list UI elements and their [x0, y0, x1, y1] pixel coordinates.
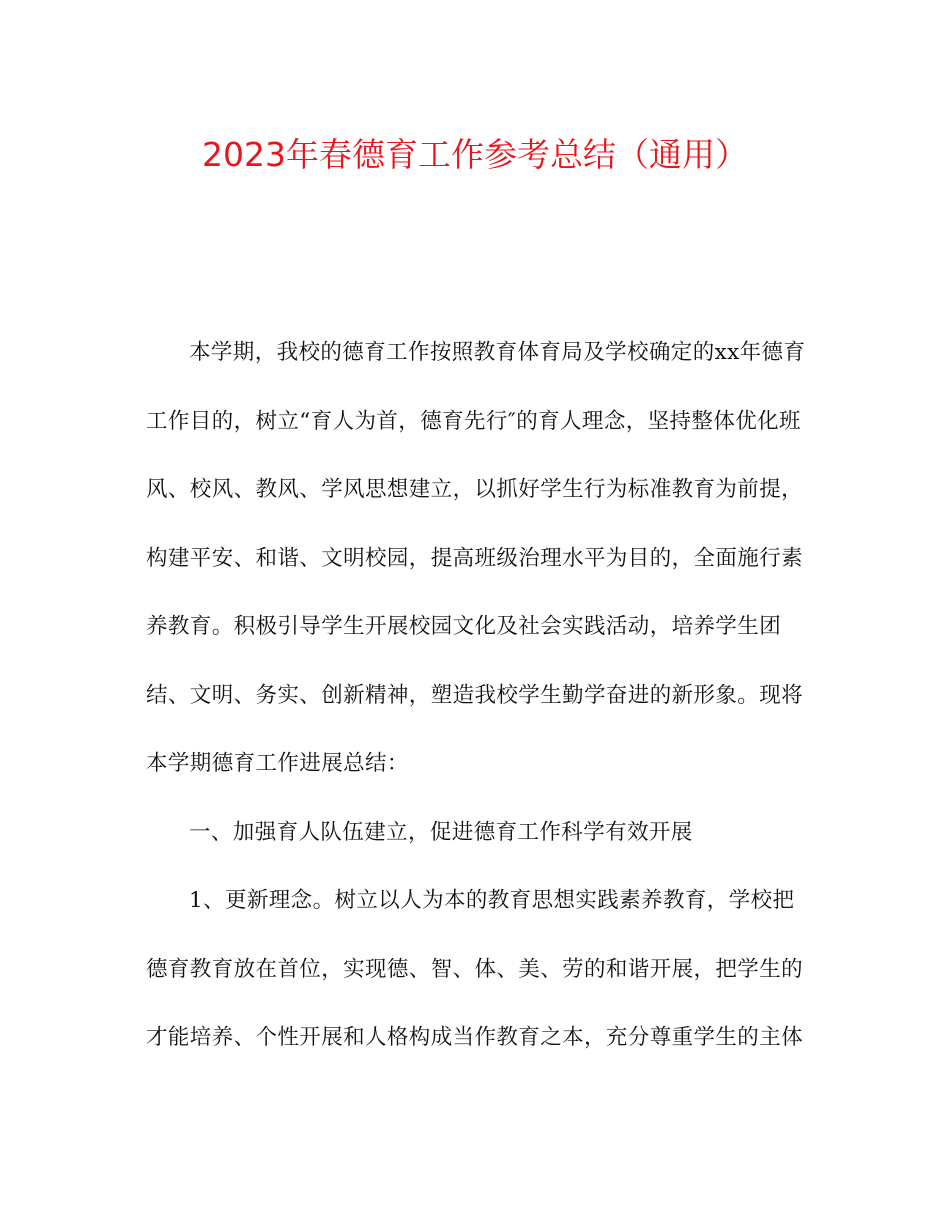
body-line: 德育教育放在首位，实现德、智、体、美、劳的和谐开展，把学生的	[146, 956, 804, 982]
body-line: 养教育。积极引导学生开展校园文化及社会实践活动，培养学生团	[146, 614, 782, 639]
body-line: 结、文明、务实、创新精神，塑造我校学生勤学奋进的新形象。现将	[146, 682, 804, 708]
body-line: 工作目的，树立“育人为首，德育先行″的育人理念，坚持整体优化班	[146, 408, 801, 434]
body-line: 本学期德育工作进展总结：	[146, 751, 409, 776]
document-title: 2023年春德育工作参考总结（通用）	[202, 135, 748, 174]
document-body	[146, 333, 816, 1087]
section-heading: 一、加强育人队伍建立，促进德育工作科学有效开展	[189, 819, 693, 845]
body-line: 才能培养、个性开展和人格构成当作教育之本，充分尊重学生的主体	[146, 1025, 804, 1050]
body-line: 风、校风、教风、学风思想建立，以抓好学生行为标准教育为前提，	[146, 477, 804, 502]
body-line: 1、更新理念。树立以人为本的教育思想实践素养教育，学校把	[189, 888, 795, 913]
body-line: 构建平安、和谐、文明校园，提高班级治理水平为目的，全面施行素	[146, 545, 804, 571]
body-line: 本学期，我校的德育工作按照教育体育局及学校确定的xx年德育	[189, 340, 806, 365]
